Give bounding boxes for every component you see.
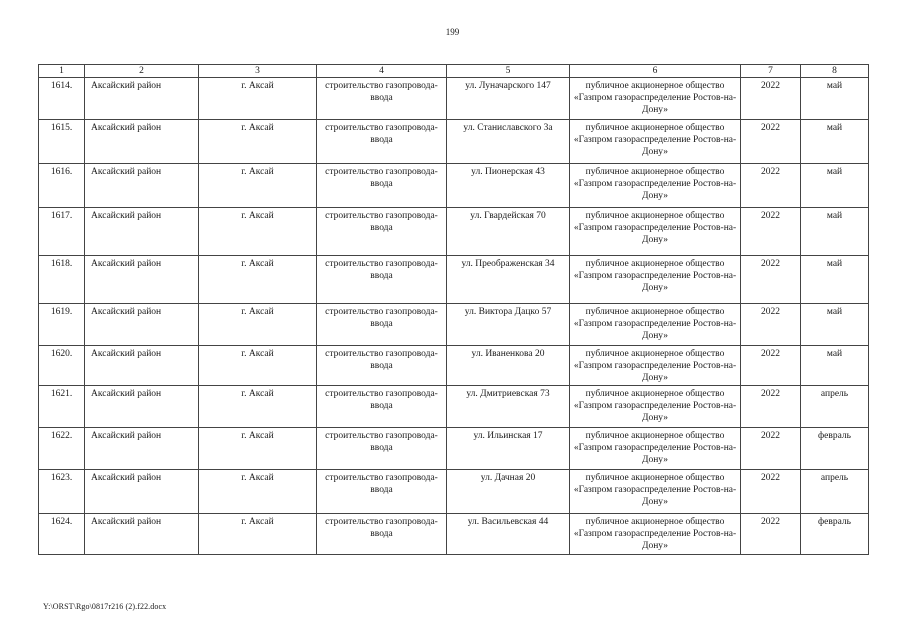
row-number: 1622. <box>39 428 85 470</box>
organization-cell: публичное акционерное общество «Газпром газораспределение Ростов-на-Дону» <box>570 514 741 555</box>
footer-file-path: Y:\ORST\Rgo\0817r216 (2).f22.docx <box>43 602 167 611</box>
organization-cell: публичное акционерное общество «Газпром газораспределение Ростов-на-Дону» <box>570 120 741 164</box>
year-cell: 2022 <box>741 256 801 304</box>
district-cell: Аксайский район <box>85 470 199 514</box>
settlement-cell: г. Аксай <box>199 470 317 514</box>
month-cell: май <box>801 346 869 386</box>
table-row <box>39 120 869 164</box>
organization-cell: публичное акционерное общество «Газпром газораспределение Ростов-на-Дону» <box>570 208 741 256</box>
row-number: 1614. <box>39 78 85 120</box>
month-cell: май <box>801 208 869 256</box>
district-cell: Аксайский район <box>85 164 199 208</box>
year-cell: 2022 <box>741 208 801 256</box>
address-cell: ул. Преображенская 34 <box>447 256 570 304</box>
table-row <box>39 514 869 555</box>
year-cell: 2022 <box>741 78 801 120</box>
organization-cell: публичное акционерное общество «Газпром газораспределение Ростов-на-Дону» <box>570 428 741 470</box>
organization-cell: публичное акционерное общество «Газпром газораспределение Ростов-на-Дону» <box>570 304 741 346</box>
work-type-cell: строительство газопровода-ввода <box>317 164 447 208</box>
table-row <box>39 428 869 470</box>
month-cell: февраль <box>801 514 869 555</box>
year-cell: 2022 <box>741 304 801 346</box>
district-cell: Аксайский район <box>85 428 199 470</box>
table-row <box>39 346 869 386</box>
table-row <box>39 470 869 514</box>
month-cell: февраль <box>801 428 869 470</box>
settlement-cell: г. Аксай <box>199 208 317 256</box>
district-cell: Аксайский район <box>85 120 199 164</box>
year-cell: 2022 <box>741 470 801 514</box>
work-type-cell: строительство газопровода-ввода <box>317 514 447 555</box>
settlement-cell: г. Аксай <box>199 428 317 470</box>
address-cell: ул. Пионерская 43 <box>447 164 570 208</box>
table-row <box>39 208 869 256</box>
month-cell: май <box>801 256 869 304</box>
work-type-cell: строительство газопровода-ввода <box>317 346 447 386</box>
column-number-row <box>39 65 869 78</box>
organization-cell: публичное акционерное общество «Газпром газораспределение Ростов-на-Дону» <box>570 346 741 386</box>
address-cell: ул. Станиславского 3а <box>447 120 570 164</box>
organization-cell: публичное акционерное общество «Газпром газораспределение Ростов-на-Дону» <box>570 164 741 208</box>
column-header: 4 <box>317 65 447 78</box>
row-number: 1623. <box>39 470 85 514</box>
column-header: 3 <box>199 65 317 78</box>
column-header: 1 <box>39 65 85 78</box>
settlement-cell: г. Аксай <box>199 78 317 120</box>
organization-cell: публичное акционерное общество «Газпром газораспределение Ростов-на-Дону» <box>570 78 741 120</box>
address-cell: ул. Виктора Дацко 57 <box>447 304 570 346</box>
row-number: 1620. <box>39 346 85 386</box>
row-number: 1615. <box>39 120 85 164</box>
table-row <box>39 256 869 304</box>
address-cell: ул. Ильинская 17 <box>447 428 570 470</box>
year-cell: 2022 <box>741 428 801 470</box>
column-header: 2 <box>85 65 199 78</box>
work-type-cell: строительство газопровода-ввода <box>317 428 447 470</box>
district-cell: Аксайский район <box>85 208 199 256</box>
address-cell: ул. Гвардейская 70 <box>447 208 570 256</box>
settlement-cell: г. Аксай <box>199 386 317 428</box>
row-number: 1624. <box>39 514 85 555</box>
table-row <box>39 304 869 346</box>
year-cell: 2022 <box>741 386 801 428</box>
year-cell: 2022 <box>741 164 801 208</box>
table-row <box>39 386 869 428</box>
address-cell: ул. Дачная 20 <box>447 470 570 514</box>
row-number: 1619. <box>39 304 85 346</box>
address-cell: ул. Луначарского 147 <box>447 78 570 120</box>
district-cell: Аксайский район <box>85 78 199 120</box>
column-header: 6 <box>570 65 741 78</box>
work-type-cell: строительство газопровода-ввода <box>317 386 447 428</box>
district-cell: Аксайский район <box>85 346 199 386</box>
work-type-cell: строительство газопровода-ввода <box>317 78 447 120</box>
year-cell: 2022 <box>741 514 801 555</box>
year-cell: 2022 <box>741 120 801 164</box>
organization-cell: публичное акционерное общество «Газпром газораспределение Ростов-на-Дону» <box>570 256 741 304</box>
address-cell: ул. Дмитриевская 73 <box>447 386 570 428</box>
work-type-cell: строительство газопровода-ввода <box>317 120 447 164</box>
month-cell: апрель <box>801 386 869 428</box>
table-body <box>39 78 869 555</box>
month-cell: май <box>801 78 869 120</box>
month-cell: апрель <box>801 470 869 514</box>
row-number: 1618. <box>39 256 85 304</box>
table-row <box>39 164 869 208</box>
row-number: 1617. <box>39 208 85 256</box>
column-header: 5 <box>447 65 570 78</box>
settlement-cell: г. Аксай <box>199 346 317 386</box>
district-cell: Аксайский район <box>85 256 199 304</box>
work-type-cell: строительство газопровода-ввода <box>317 304 447 346</box>
register-table <box>38 64 869 555</box>
month-cell: май <box>801 304 869 346</box>
organization-cell: публичное акционерное общество «Газпром газораспределение Ростов-на-Дону» <box>570 470 741 514</box>
address-cell: ул. Иваненкова 20 <box>447 346 570 386</box>
table-row <box>39 78 869 120</box>
work-type-cell: строительство газопровода-ввода <box>317 470 447 514</box>
settlement-cell: г. Аксай <box>199 514 317 555</box>
column-header: 7 <box>741 65 801 78</box>
settlement-cell: г. Аксай <box>199 120 317 164</box>
settlement-cell: г. Аксай <box>199 304 317 346</box>
row-number: 1616. <box>39 164 85 208</box>
month-cell: май <box>801 120 869 164</box>
settlement-cell: г. Аксай <box>199 256 317 304</box>
month-cell: май <box>801 164 869 208</box>
district-cell: Аксайский район <box>85 386 199 428</box>
page-number: 199 <box>445 27 460 37</box>
address-cell: ул. Васильевская 44 <box>447 514 570 555</box>
year-cell: 2022 <box>741 346 801 386</box>
row-number: 1621. <box>39 386 85 428</box>
work-type-cell: строительство газопровода-ввода <box>317 256 447 304</box>
column-header: 8 <box>801 65 869 78</box>
district-cell: Аксайский район <box>85 514 199 555</box>
work-type-cell: строительство газопровода-ввода <box>317 208 447 256</box>
organization-cell: публичное акционерное общество «Газпром газораспределение Ростов-на-Дону» <box>570 386 741 428</box>
district-cell: Аксайский район <box>85 304 199 346</box>
settlement-cell: г. Аксай <box>199 164 317 208</box>
